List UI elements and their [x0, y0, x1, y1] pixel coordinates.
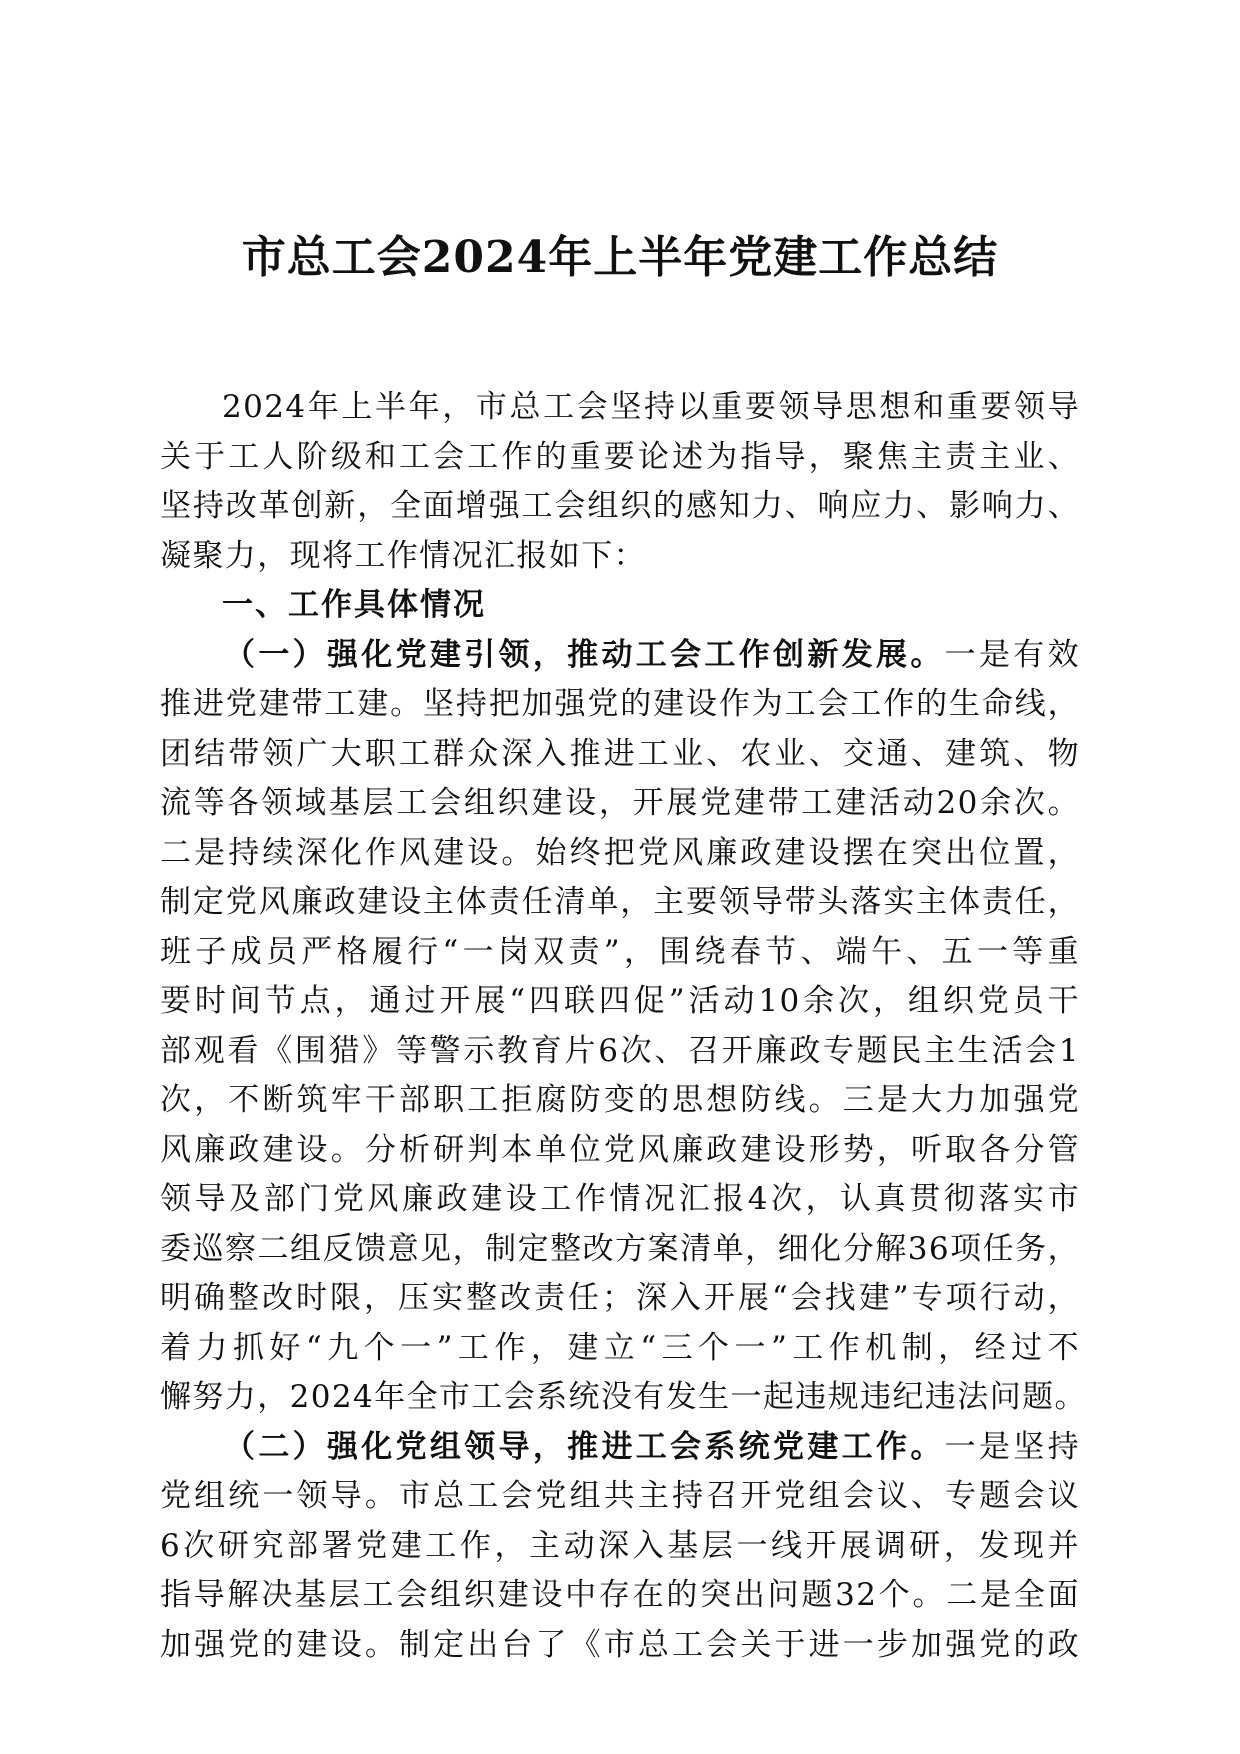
paragraph-line: 加强党的建设。制定出台了《市总工会关于进一步加强党的政: [160, 1626, 1080, 1663]
paragraph-line-tail: 一是有效: [944, 636, 1080, 673]
subsection-heading: （一）强化党建引领，推动工会工作创新发展。: [224, 636, 945, 673]
paragraph-line: 团结带领广大职工群众深入推进工业、农业、交通、建筑、物: [160, 735, 1080, 772]
paragraph-line: 委巡察二组反馈意见，制定整改方案清单，细化分解36项任务，: [160, 1230, 1080, 1267]
paragraph-line: 领导及部门党风廉政建设工作情况汇报4次，认真贯彻落实市: [160, 1181, 1080, 1217]
document-title: 市总工会2024年上半年党建工作总结: [241, 232, 999, 283]
paragraph-line: 推进党建带工建。坚持把加强党的建设作为工会工作的生命线，: [160, 686, 1080, 722]
section-heading: 一、工作具体情况: [222, 587, 486, 623]
paragraph-line: 明确整改时限，压实整改责任；深入开展“会找建”专项行动，: [160, 1280, 1080, 1316]
document-body: [160, 383, 1087, 1670]
paragraph-line: 制定党风廉政建设主体责任清单，主要领导带头落实主体责任，: [160, 884, 1080, 920]
paragraph-line: 凝聚力，现将工作情况汇报如下：: [160, 537, 646, 574]
paragraph-line: 要时间节点，通过开展“四联四促”活动10余次，组织党员干: [160, 983, 1080, 1019]
subsection-heading: （二）强化党组领导，推进工会系统党建工作。: [224, 1428, 945, 1465]
paragraph-line-tail: 一是坚持: [944, 1428, 1080, 1465]
paragraph-line: 指导解决基层工会组织建设中存在的突出问题32个。二是全面: [160, 1577, 1080, 1613]
paragraph-line: 班子成员严格履行“一岗双责”，围绕春节、端午、五一等重: [160, 933, 1080, 970]
paragraph-line: 风廉政建设。分析研判本单位党风廉政建设形势，听取各分管: [160, 1131, 1080, 1168]
paragraph-line: 流等各领域基层工会组织建设，开展党建带工建活动20余次。: [160, 785, 1080, 821]
paragraph-line: 党组统一领导。市总工会党组共主持召开党组会议、专题会议: [160, 1478, 1080, 1514]
paragraph-line: 懈努力，2024年全市工会系统没有发生一起违规违纪违法问题。: [160, 1379, 1087, 1415]
paragraph-line: 6次研究部署党建工作，主动深入基层一线开展调研，发现并: [160, 1527, 1080, 1564]
paragraph-line: 二是持续深化作风建设。始终把党风廉政建设摆在突出位置，: [160, 834, 1080, 871]
paragraph-line: [160, 1423, 1080, 1473]
paragraph-line: 部观看《围猎》等警示教育片6次、召开廉政专题民主生活会1: [160, 1032, 1080, 1069]
paragraph-line: 次，不断筑牢干部职工拒腐防变的思想防线。三是大力加强党: [160, 1082, 1080, 1118]
paragraph-line: 关于工人阶级和工会工作的重要论述为指导，聚焦主责主业、: [160, 438, 1080, 475]
paragraph-line: 2024年上半年，市总工会坚持以重要领导思想和重要领导: [222, 389, 1080, 425]
paragraph-line: 着力抓好“九个一”工作，建立“三个一”工作机制，经过不: [160, 1329, 1080, 1366]
paragraph-line: 坚持改革创新，全面增强工会组织的感知力、响应力、影响力、: [160, 488, 1080, 524]
paragraph-line: [160, 631, 1080, 681]
